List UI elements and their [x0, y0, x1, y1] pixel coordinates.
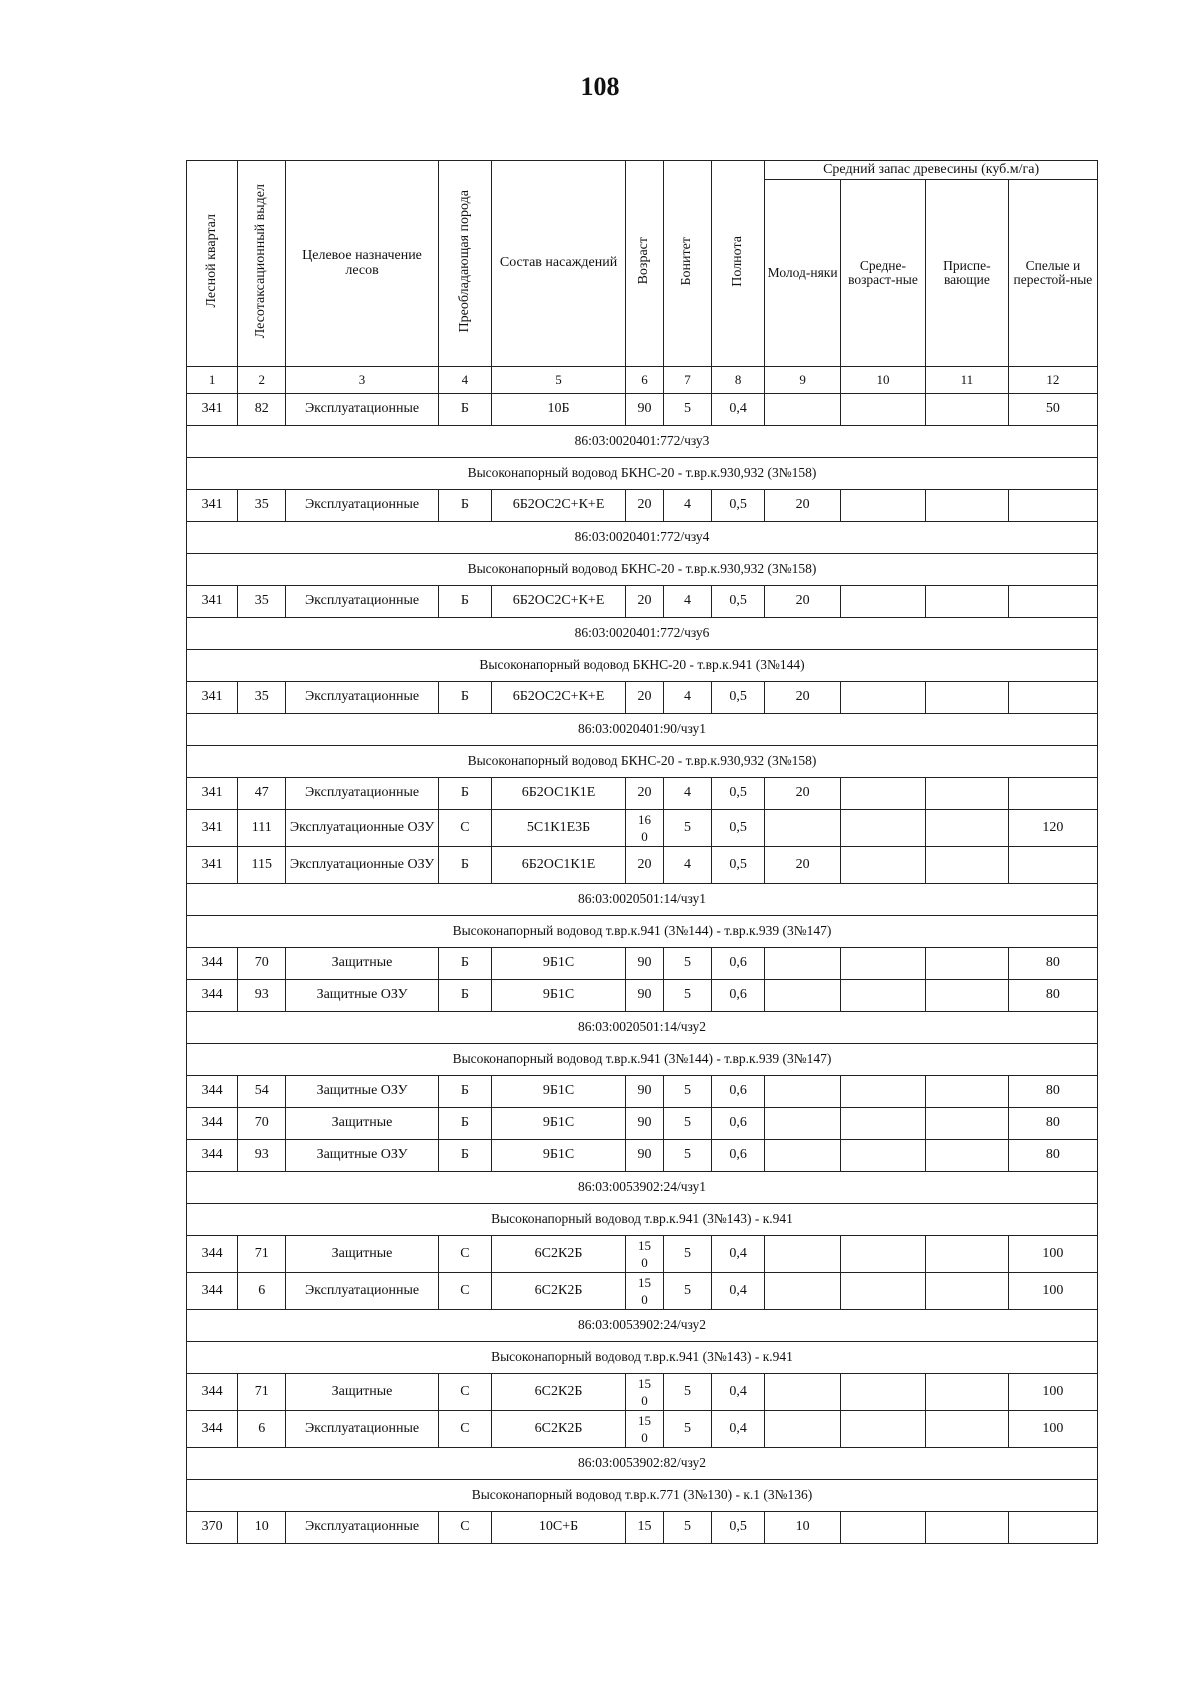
table-cell: С — [438, 1374, 491, 1411]
table-cell: 344 — [187, 1108, 238, 1140]
table-cell — [840, 1076, 925, 1108]
table-cell: 5 — [663, 1374, 711, 1411]
col-number: 1 — [187, 367, 238, 394]
table-cell: Б — [438, 682, 491, 714]
table-cell: С — [438, 810, 491, 847]
table-cell: 20 — [626, 847, 664, 884]
table-cell: 90 — [626, 1076, 664, 1108]
table-cell: 20 — [626, 682, 664, 714]
table-cell: 5 — [663, 1273, 711, 1310]
table-cell: Б — [438, 1108, 491, 1140]
table-cell: С — [438, 1273, 491, 1310]
table-cell: 5 — [663, 1512, 711, 1544]
table-cell — [1008, 490, 1097, 522]
info-text: Высоконапорный водовод БКНС-20 - т.вр.к.930,932 (3№158) — [187, 554, 1098, 586]
col-group-header: Средний запас древесины (куб.м/га) — [765, 161, 1098, 180]
table-cell: Б — [438, 394, 491, 426]
col-header-12: Спелые и перестой-ные — [1008, 180, 1097, 367]
col-number: 9 — [765, 367, 841, 394]
table-cell: 344 — [187, 980, 238, 1012]
forest-inventory-table — [186, 160, 1098, 1544]
table-cell: 9Б1С — [492, 980, 626, 1012]
table-cell — [626, 1411, 664, 1448]
table-cell — [925, 490, 1008, 522]
table-cell: Защитные — [286, 1374, 439, 1411]
table-cell — [840, 1108, 925, 1140]
table-cell: 344 — [187, 1140, 238, 1172]
table-info-row — [187, 746, 1098, 778]
table-cell: Б — [438, 847, 491, 884]
table-cell: Эксплуатационные — [286, 778, 439, 810]
page-number: 108 — [580, 72, 620, 101]
table-cell — [925, 1108, 1008, 1140]
table-cell: 0,6 — [712, 1140, 765, 1172]
table-cell — [840, 980, 925, 1012]
table-cell — [840, 394, 925, 426]
info-text: 86:03:0020401:772/чзу4 — [187, 522, 1098, 554]
table-cell — [840, 682, 925, 714]
table-cell: Защитные — [286, 1236, 439, 1273]
table-cell: 0,6 — [712, 980, 765, 1012]
table-cell: 9Б1С — [492, 1140, 626, 1172]
table-cell — [925, 1512, 1008, 1544]
table-row — [187, 1236, 1098, 1273]
table-cell: 6Б2ОС2С+К+Е — [492, 490, 626, 522]
table-cell: 0,4 — [712, 1374, 765, 1411]
table-cell: 5 — [663, 1140, 711, 1172]
table-cell: 0,5 — [712, 847, 765, 884]
table-cell — [840, 1273, 925, 1310]
table-info-row — [187, 1012, 1098, 1044]
table-cell — [925, 948, 1008, 980]
table-row — [187, 778, 1098, 810]
table-cell: 341 — [187, 490, 238, 522]
table-cell — [626, 1273, 664, 1310]
table-cell: Эксплуатационные — [286, 394, 439, 426]
table-row — [187, 1374, 1098, 1411]
table-cell — [840, 1411, 925, 1448]
info-text: Высоконапорный водовод т.вр.к.941 (3№144) - т.вр.к.939 (3№147) — [187, 916, 1098, 948]
table-cell — [840, 847, 925, 884]
info-text: 86:03:0053902:24/чзу2 — [187, 1310, 1098, 1342]
table-cell: 6С2К2Б — [492, 1273, 626, 1310]
table-cell: 341 — [187, 394, 238, 426]
table-cell: 90 — [626, 1108, 664, 1140]
table-cell — [840, 948, 925, 980]
table-cell — [765, 810, 841, 847]
table-cell — [765, 1076, 841, 1108]
table-cell: 9Б1С — [492, 1108, 626, 1140]
table-cell: 111 — [238, 810, 286, 847]
table-cell: 6С2К2Б — [492, 1236, 626, 1273]
info-text: Высоконапорный водовод БКНС-20 - т.вр.к.941 (3№144) — [187, 650, 1098, 682]
table-cell — [925, 1140, 1008, 1172]
table-cell — [840, 1140, 925, 1172]
table-cell — [925, 586, 1008, 618]
table-cell: 344 — [187, 1273, 238, 1310]
table-row — [187, 1512, 1098, 1544]
table-cell — [840, 1236, 925, 1273]
table-cell: 0,5 — [712, 682, 765, 714]
info-text: 86:03:0053902:82/чзу2 — [187, 1448, 1098, 1480]
table-cell: Эксплуатационные — [286, 490, 439, 522]
info-text: Высоконапорный водовод БКНС-20 - т.вр.к.930,932 (3№158) — [187, 458, 1098, 490]
table-cell: 5 — [663, 980, 711, 1012]
table-cell: 80 — [1008, 1140, 1097, 1172]
table-cell: 9Б1С — [492, 1076, 626, 1108]
table-cell: Б — [438, 948, 491, 980]
table-cell: 6 — [238, 1411, 286, 1448]
table-info-row — [187, 458, 1098, 490]
table-cell: 20 — [765, 682, 841, 714]
table-cell — [925, 980, 1008, 1012]
table-cell — [925, 1236, 1008, 1273]
table-info-row — [187, 714, 1098, 746]
table-info-row — [187, 426, 1098, 458]
info-text: 86:03:0053902:24/чзу1 — [187, 1172, 1098, 1204]
table-cell: 0,5 — [712, 810, 765, 847]
table-cell: 100 — [1008, 1236, 1097, 1273]
col-number: 4 — [438, 367, 491, 394]
table-cell — [1008, 847, 1097, 884]
table-cell — [626, 810, 664, 847]
col-number: 11 — [925, 367, 1008, 394]
table-cell: Эксплуатационные — [286, 1512, 439, 1544]
table-cell: 10 — [238, 1512, 286, 1544]
info-text: Высоконапорный водовод т.вр.к.941 (3№144) - т.вр.к.939 (3№147) — [187, 1044, 1098, 1076]
col-header-8: Полнота — [712, 161, 765, 367]
table-cell: 100 — [1008, 1411, 1097, 1448]
col-header-4: Преобладающая порода — [438, 161, 491, 367]
table-cell: 344 — [187, 948, 238, 980]
table-cell: 6С2К2Б — [492, 1411, 626, 1448]
table-row — [187, 1273, 1098, 1310]
table-cell — [1008, 586, 1097, 618]
table-cell — [925, 1374, 1008, 1411]
table-cell: 71 — [238, 1374, 286, 1411]
table-cell: 0,5 — [712, 586, 765, 618]
table-info-row — [187, 916, 1098, 948]
table-cell — [925, 394, 1008, 426]
table-cell: 90 — [626, 980, 664, 1012]
table-cell: 80 — [1008, 1108, 1097, 1140]
table-cell: 0,4 — [712, 1236, 765, 1273]
table-info-row — [187, 1480, 1098, 1512]
table-cell: 5 — [663, 810, 711, 847]
table-cell: Б — [438, 778, 491, 810]
table-cell: 20 — [626, 586, 664, 618]
table-info-row — [187, 1310, 1098, 1342]
table-cell: 71 — [238, 1236, 286, 1273]
table-cell: Защитные — [286, 1108, 439, 1140]
table-cell: 5 — [663, 1411, 711, 1448]
table-cell: 344 — [187, 1374, 238, 1411]
table-cell: Эксплуатационные ОЗУ — [286, 810, 439, 847]
table-cell — [765, 948, 841, 980]
table-cell: Эксплуатационные — [286, 586, 439, 618]
col-number: 2 — [238, 367, 286, 394]
info-text: 86:03:0020401:772/чзу6 — [187, 618, 1098, 650]
table-cell: 4 — [663, 847, 711, 884]
table-cell: Эксплуатационные — [286, 682, 439, 714]
table-cell — [626, 1236, 664, 1273]
table-cell — [840, 1512, 925, 1544]
table-cell: 90 — [626, 394, 664, 426]
table-cell: 341 — [187, 586, 238, 618]
table-cell: 10 — [765, 1512, 841, 1544]
table-cell: Защитные ОЗУ — [286, 1076, 439, 1108]
table-cell: Б — [438, 490, 491, 522]
table-cell: 344 — [187, 1076, 238, 1108]
table-cell — [765, 1273, 841, 1310]
table-cell: Защитные ОЗУ — [286, 980, 439, 1012]
col-number: 12 — [1008, 367, 1097, 394]
table-cell: С — [438, 1512, 491, 1544]
table-cell: Б — [438, 980, 491, 1012]
table-cell — [840, 810, 925, 847]
table-info-row — [187, 650, 1098, 682]
col-number: 6 — [626, 367, 664, 394]
table-cell: 344 — [187, 1236, 238, 1273]
table-cell — [765, 1108, 841, 1140]
table-cell: 9Б1С — [492, 948, 626, 980]
table-cell: 5С1К1Е3Б — [492, 810, 626, 847]
table-cell: Эксплуатационные — [286, 1411, 439, 1448]
table-cell: 93 — [238, 1140, 286, 1172]
table-cell: 80 — [1008, 980, 1097, 1012]
table-cell — [765, 1411, 841, 1448]
table-row — [187, 948, 1098, 980]
table-cell: 80 — [1008, 1076, 1097, 1108]
table-cell: 0,6 — [712, 1076, 765, 1108]
table-cell: 100 — [1008, 1374, 1097, 1411]
table-info-row — [187, 1342, 1098, 1374]
table-cell: Защитные ОЗУ — [286, 1140, 439, 1172]
table-cell: 20 — [626, 778, 664, 810]
table-cell: 20 — [765, 586, 841, 618]
table-row — [187, 1140, 1098, 1172]
age-value: 15 0 — [638, 1375, 651, 1408]
column-number-row — [187, 367, 1098, 394]
table-cell — [1008, 682, 1097, 714]
info-text: Высоконапорный водовод т.вр.к.941 (3№143) - к.941 — [187, 1204, 1098, 1236]
table-cell — [626, 1374, 664, 1411]
table-cell: Б — [438, 586, 491, 618]
col-number: 3 — [286, 367, 439, 394]
info-text: 86:03:0020401:90/чзу1 — [187, 714, 1098, 746]
table-row — [187, 1076, 1098, 1108]
table-cell: 10С+Б — [492, 1512, 626, 1544]
table-cell: 4 — [663, 682, 711, 714]
col-number: 7 — [663, 367, 711, 394]
col-header-5: Состав насаждений — [492, 161, 626, 367]
col-header-9: Молод-няки — [765, 180, 841, 367]
info-text: 86:03:0020501:14/чзу1 — [187, 884, 1098, 916]
table-cell: 50 — [1008, 394, 1097, 426]
col-header-6: Возраст — [626, 161, 664, 367]
table-cell: С — [438, 1236, 491, 1273]
table-cell: 20 — [765, 847, 841, 884]
info-text: Высоконапорный водовод т.вр.к.941 (3№143) - к.941 — [187, 1342, 1098, 1374]
table-cell: 341 — [187, 810, 238, 847]
age-value: 15 0 — [638, 1274, 651, 1307]
table-cell: 35 — [238, 586, 286, 618]
table-cell: 120 — [1008, 810, 1097, 847]
table-cell: 6Б2ОС2С+К+Е — [492, 682, 626, 714]
table-cell: Б — [438, 1140, 491, 1172]
table-cell: 6Б2ОС1К1Е — [492, 847, 626, 884]
table-cell — [765, 1140, 841, 1172]
table-cell — [765, 980, 841, 1012]
table-cell — [925, 1273, 1008, 1310]
table-cell: 5 — [663, 1236, 711, 1273]
age-value: 15 0 — [638, 1412, 651, 1445]
info-text: Высоконапорный водовод БКНС-20 - т.вр.к.930,932 (3№158) — [187, 746, 1098, 778]
table-cell: 47 — [238, 778, 286, 810]
table-cell — [925, 1411, 1008, 1448]
col-header-3: Целевое назначение лесов — [286, 161, 439, 367]
col-header-7: Бонитет — [663, 161, 711, 367]
table-cell: 0,5 — [712, 1512, 765, 1544]
col-header-2: Лесотаксационный выдел — [238, 161, 286, 367]
table-cell: 90 — [626, 948, 664, 980]
table-cell: Эксплуатационные ОЗУ — [286, 847, 439, 884]
table-cell: 6Б2ОС1К1Е — [492, 778, 626, 810]
table-cell: 90 — [626, 1140, 664, 1172]
info-text: 86:03:0020501:14/чзу2 — [187, 1012, 1098, 1044]
table-cell — [925, 682, 1008, 714]
table-cell: 6 — [238, 1273, 286, 1310]
table-info-row — [187, 554, 1098, 586]
table-cell — [840, 490, 925, 522]
table-cell: 4 — [663, 586, 711, 618]
table-cell: 370 — [187, 1512, 238, 1544]
table-cell: 6Б2ОС2С+К+Е — [492, 586, 626, 618]
table-info-row — [187, 1044, 1098, 1076]
table-cell: 70 — [238, 948, 286, 980]
table-cell: Защитные — [286, 948, 439, 980]
table-cell: 80 — [1008, 948, 1097, 980]
table-cell: 20 — [765, 778, 841, 810]
table-info-row — [187, 1448, 1098, 1480]
table-row — [187, 490, 1098, 522]
table-cell: 341 — [187, 847, 238, 884]
table-cell — [925, 778, 1008, 810]
table-row — [187, 682, 1098, 714]
table-cell: 0,6 — [712, 948, 765, 980]
table-cell: 82 — [238, 394, 286, 426]
col-header-10: Средне-возраст-ные — [840, 180, 925, 367]
table-info-row — [187, 1172, 1098, 1204]
table-cell — [765, 394, 841, 426]
table-cell — [840, 1374, 925, 1411]
table-cell: 93 — [238, 980, 286, 1012]
table-cell: Эксплуатационные — [286, 1273, 439, 1310]
table-cell: 0,4 — [712, 1273, 765, 1310]
table-cell: С — [438, 1411, 491, 1448]
table-cell: 100 — [1008, 1273, 1097, 1310]
table-info-row — [187, 884, 1098, 916]
table-info-row — [187, 522, 1098, 554]
table-row — [187, 847, 1098, 884]
table-cell: 5 — [663, 394, 711, 426]
table-cell: 0,5 — [712, 490, 765, 522]
col-number: 8 — [712, 367, 765, 394]
table-row — [187, 586, 1098, 618]
age-value: 15 0 — [638, 1237, 651, 1270]
info-text: Высоконапорный водовод т.вр.к.771 (3№130) - к.1 (3№136) — [187, 1480, 1098, 1512]
info-text: 86:03:0020401:772/чзу3 — [187, 426, 1098, 458]
table-cell: 341 — [187, 682, 238, 714]
table-cell: 344 — [187, 1411, 238, 1448]
table-cell: 10Б — [492, 394, 626, 426]
table-cell: 4 — [663, 490, 711, 522]
table-row — [187, 980, 1098, 1012]
table-cell — [1008, 778, 1097, 810]
table-cell — [765, 1236, 841, 1273]
table-row — [187, 1411, 1098, 1448]
table-cell: 0,4 — [712, 394, 765, 426]
col-number: 5 — [492, 367, 626, 394]
age-value: 16 0 — [638, 811, 651, 844]
table-cell: 70 — [238, 1108, 286, 1140]
table-cell: 115 — [238, 847, 286, 884]
table-cell: 35 — [238, 490, 286, 522]
table-cell — [765, 1374, 841, 1411]
col-header-11: Приспе-вающие — [925, 180, 1008, 367]
table-cell: 6С2К2Б — [492, 1374, 626, 1411]
table-row — [187, 810, 1098, 847]
table-cell: 0,5 — [712, 778, 765, 810]
col-header-1: Лесной квартал — [187, 161, 238, 367]
table-body — [187, 394, 1098, 1544]
table-row — [187, 394, 1098, 426]
table-cell — [925, 847, 1008, 884]
table-cell: 20 — [626, 490, 664, 522]
table-cell: 5 — [663, 1108, 711, 1140]
table-cell: 5 — [663, 1076, 711, 1108]
table-cell: 4 — [663, 778, 711, 810]
table-cell — [1008, 1512, 1097, 1544]
table-cell — [925, 810, 1008, 847]
table-cell: 15 — [626, 1512, 664, 1544]
table-cell — [925, 1076, 1008, 1108]
table-cell — [840, 778, 925, 810]
table-cell: 54 — [238, 1076, 286, 1108]
table-cell: 35 — [238, 682, 286, 714]
table-cell: Б — [438, 1076, 491, 1108]
col-number: 10 — [840, 367, 925, 394]
table-info-row — [187, 618, 1098, 650]
table-cell: 341 — [187, 778, 238, 810]
table-cell: 5 — [663, 948, 711, 980]
table-cell: 0,4 — [712, 1411, 765, 1448]
table-cell: 20 — [765, 490, 841, 522]
table-info-row — [187, 1204, 1098, 1236]
table-cell: 0,6 — [712, 1108, 765, 1140]
table-row — [187, 1108, 1098, 1140]
table-cell — [840, 586, 925, 618]
